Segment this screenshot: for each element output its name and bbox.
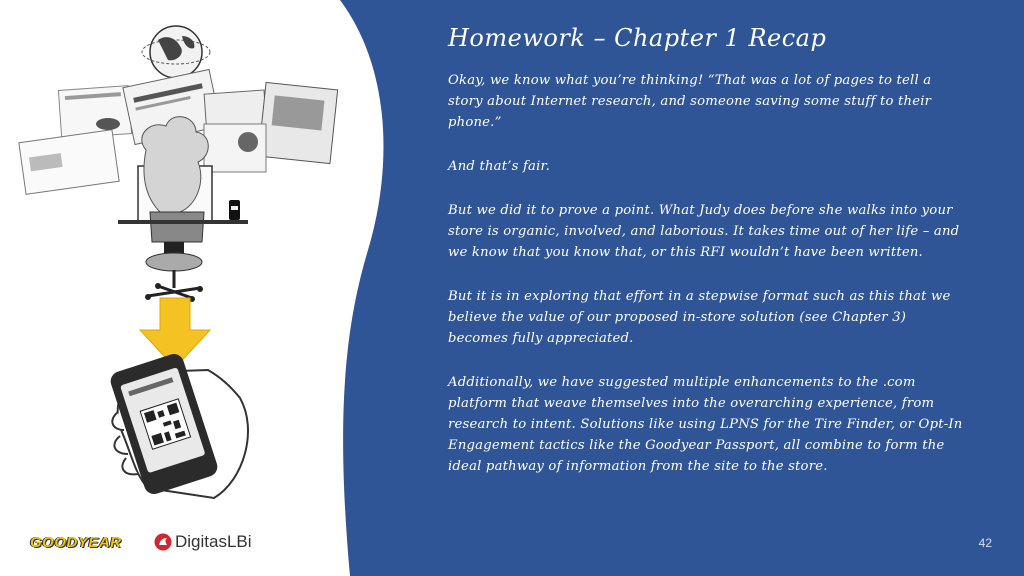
digitas-logo-text: DigitasLBi <box>175 532 252 551</box>
slide-title: Homework – Chapter 1 Recap <box>448 24 827 52</box>
paragraph-1: Okay, we know what you’re thinking! “That was a lot of pages to tell a story about Internet research, and someone saving some stuff to their phone.” <box>448 73 932 130</box>
paragraph-3: But we did it to prove a point. What Judy does before she walks into your store is organic, involved, and laborious. It takes time out of her life – and we know that you know that, or this RFI wouldn’t have been written. <box>448 203 960 260</box>
paragraph-2: And that’s fair. <box>448 159 550 174</box>
paragraph-4: But it is in exploring that effort in a stepwise format such as this that we believe the value of our proposed in-store solution (see Chapter 3) becomes fully appreciated. <box>448 289 951 346</box>
recap-text-panel <box>448 24 968 500</box>
soda-can-icon <box>229 200 240 220</box>
research-illustration <box>0 0 360 576</box>
globe-icon <box>142 26 210 78</box>
phone-icon <box>108 351 248 498</box>
digitas-mark-icon <box>154 533 172 551</box>
paragraph-5: Additionally, we have suggested multiple enhancements to the .com platform that weave themselves into the overarching experience, from research to intent. Solutions like using LPNS for the Tire Finder, or Opt-In Engagement tactics like the Goodyear Passport, all combine to form the ideal pathway of information from the site to the store. <box>448 375 963 474</box>
digitas-logo <box>154 532 252 552</box>
goodyear-logo: GOODYEAR <box>30 534 122 551</box>
office-chair-icon <box>145 270 203 302</box>
page-number: 42 <box>978 536 992 550</box>
